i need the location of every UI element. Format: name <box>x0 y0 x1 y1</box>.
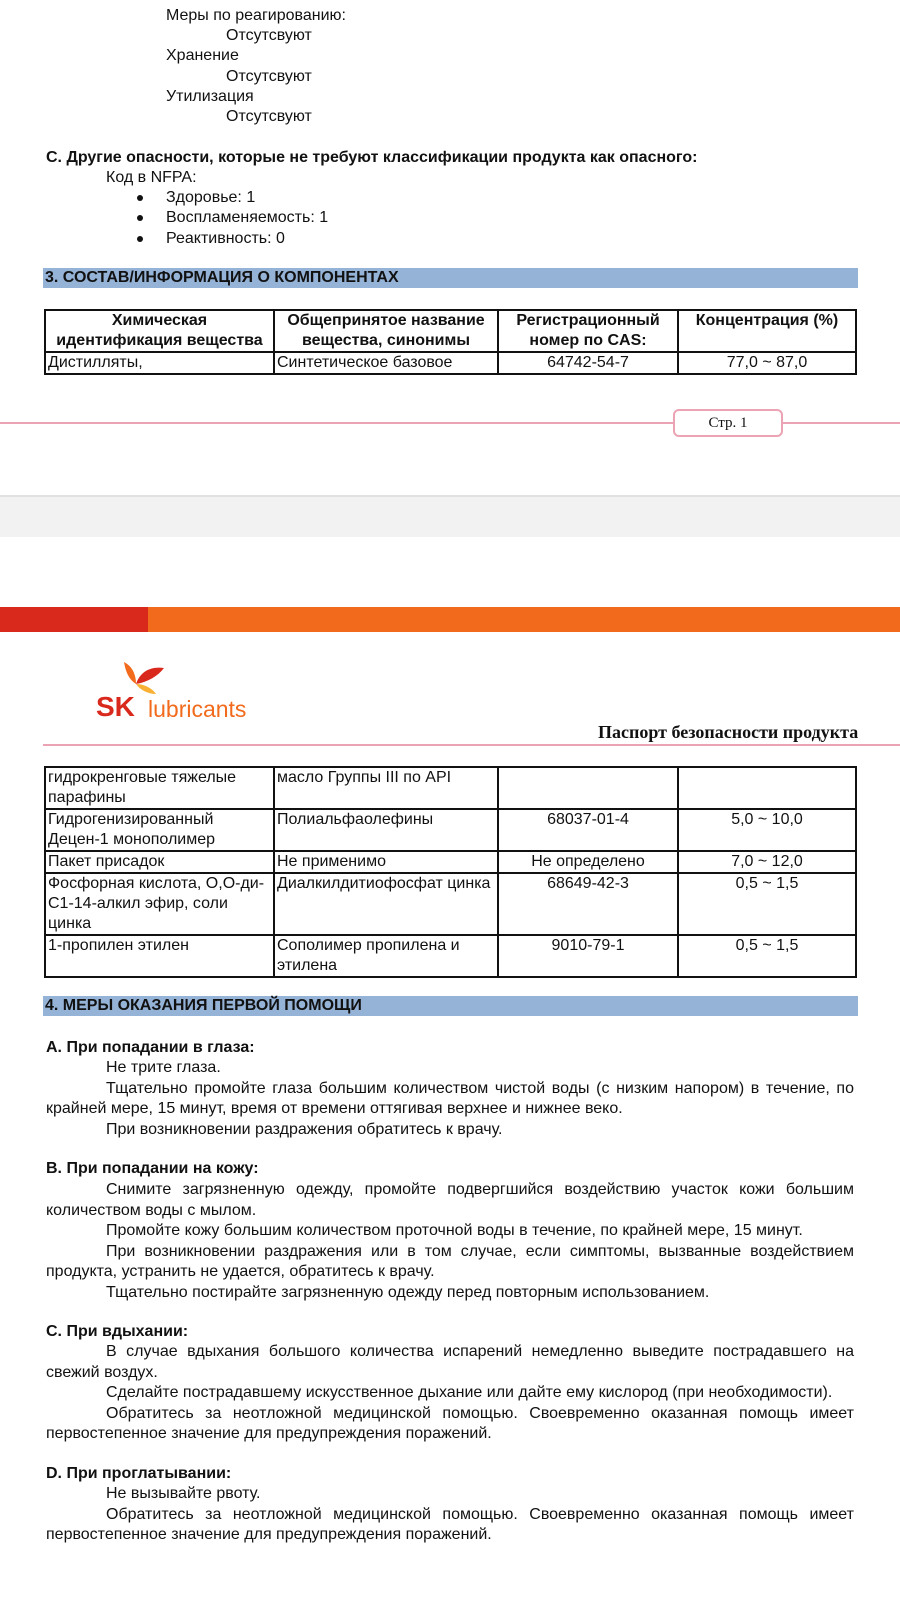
other-hazards-title: C. Другие опасности, которые не требуют классификации продукта как опасного: <box>46 149 698 166</box>
section3-title: 3. СОСТАВ/ИНФОРМАЦИЯ О КОМПОНЕНТАХ <box>43 268 858 288</box>
hazard-heading-storage: Хранение <box>166 47 239 64</box>
hazard-value-storage: Отсутсвуют <box>226 68 312 85</box>
cell-chem: Гидрогенизированный Децен-1 монополимер <box>45 809 274 851</box>
header-divider-line <box>43 744 900 746</box>
header-band-orange <box>148 607 900 632</box>
header-band-red <box>0 607 148 632</box>
sk-lubricants-logo <box>96 660 271 724</box>
table-header-row <box>45 310 856 352</box>
cell-cas: 68649-42-3 <box>498 873 678 935</box>
logo-brand: SK <box>96 691 135 722</box>
first-aid-eyes-title: A. При попадании в глаза: <box>46 1039 255 1056</box>
paragraph: Не трите глаза. <box>106 1059 221 1076</box>
table-row <box>45 851 856 873</box>
document-title: Паспорт безопасности продукта <box>598 722 859 742</box>
cell-conc: 7,0 ~ 12,0 <box>678 851 856 873</box>
bullet-icon <box>137 215 143 221</box>
paragraph: Обратитесь за неотложной медицинской помощью. Своевременно оказанная помощь имеет первостепенное значение для предупреждения поражений. <box>46 1404 854 1442</box>
section4-title: 4. МЕРЫ ОКАЗАНИЯ ПЕРВОЙ ПОМОЩИ <box>43 996 858 1016</box>
paragraph: Тщательно постирайте загрязненную одежду перед повторным использованием. <box>106 1283 710 1301</box>
hazard-heading-disposal: Утилизация <box>166 88 254 105</box>
cell-name: Не применимо <box>274 851 498 873</box>
first-aid-skin-text <box>46 1180 854 1303</box>
composition-table-page1 <box>44 309 857 375</box>
cell-conc: 0,5 ~ 1,5 <box>678 935 856 977</box>
hazard-value-disposal: Отсутсвуют <box>226 108 312 125</box>
header-common-name: Общепринятое название вещества, синонимы <box>274 310 498 352</box>
cell-chem: Фосфорная кислота, О,О-ди-С1-14-алкил эфир, соли цинка <box>45 873 274 935</box>
table-row <box>45 935 856 977</box>
hazard-heading-response: Меры по реагированию: <box>166 7 346 24</box>
page-footer-line <box>0 422 673 424</box>
cell-cas <box>498 767 678 809</box>
cell-conc: 0,5 ~ 1,5 <box>678 873 856 935</box>
paragraph: Обратитесь за неотложной медицинской помощью. Своевременно оказанная помощь имеет первостепенное значение для предупреждения поражений. <box>46 1505 854 1543</box>
header-cas: Регистрационный номер по CAS: <box>498 310 678 352</box>
cell-chem: Дистилляты, <box>45 352 274 374</box>
nfpa-label: Код в NFPA: <box>106 169 197 186</box>
paragraph: Не вызывайте рвоту. <box>106 1485 261 1502</box>
cell-cas: 9010-79-1 <box>498 935 678 977</box>
first-aid-inhalation-title: C. При вдыхании: <box>46 1323 189 1340</box>
cell-chem: гидрокренговые тяжелые парафины <box>45 767 274 809</box>
header-chem-id: Химическая идентификация вещества <box>45 310 274 352</box>
paragraph: При возникновении раздражения или в том случае, если симптомы, вызванные воздействием продукта, устранить не удается, обратитесь к врачу. <box>46 1242 854 1280</box>
cell-name: Синтетическое базовое <box>274 352 498 374</box>
cell-conc: 5,0 ~ 10,0 <box>678 809 856 851</box>
first-aid-eyes-text <box>46 1058 854 1140</box>
cell-cas: Не определено <box>498 851 678 873</box>
cell-name: Сополимер пропилена и этилена <box>274 935 498 977</box>
cell-conc: 77,0 ~ 87,0 <box>678 352 856 374</box>
table-row <box>45 809 856 851</box>
paragraph: Снимите загрязненную одежду, промойте подвергшийся воздействию участок кожи большим количеством воды с мылом. <box>46 1181 854 1219</box>
cell-cas: 64742-54-7 <box>498 352 678 374</box>
composition-table-page2 <box>44 766 857 978</box>
page-number: Стр. 1 <box>673 409 783 437</box>
table-row <box>45 873 856 935</box>
first-aid-skin-title: B. При попадании на кожу: <box>46 1160 259 1177</box>
nfpa-health: Здоровье: 1 <box>166 189 256 206</box>
paragraph: Тщательно промойте глаза большим количеством чистой воды (с низким напором) в течение, по крайней мере, 15 минут, время от времени оттягивая верхнее и нижнее веко. <box>46 1079 854 1117</box>
first-aid-ingestion-title: D. При проглатывании: <box>46 1465 232 1482</box>
page-gap <box>0 497 900 537</box>
nfpa-flammability: Воспламеняемость: 1 <box>166 209 329 226</box>
first-aid-ingestion-text <box>46 1484 854 1546</box>
paragraph: Промойте кожу большим количеством проточной воды в течение, по крайней мере, 15 минут. <box>106 1222 803 1239</box>
cell-chem: Пакет присадок <box>45 851 274 873</box>
cell-name: Полиальфаолефины <box>274 809 498 851</box>
paragraph: При возникновении раздражения обратитесь к врачу. <box>106 1120 503 1138</box>
cell-name: Диалкилдитиофосфат цинка <box>274 873 498 935</box>
header-concentration: Концентрация (%) <box>678 310 856 352</box>
bullet-icon <box>137 195 143 201</box>
cell-name: масло Группы III по API <box>274 767 498 809</box>
cell-chem: 1-пропилен этилен <box>45 935 274 977</box>
logo-product: lubricants <box>148 696 247 722</box>
cell-cas: 68037-01-4 <box>498 809 678 851</box>
bullet-icon <box>137 236 143 242</box>
table-row <box>45 352 856 374</box>
cell-conc <box>678 767 856 809</box>
paragraph: В случае вдыхания большого количества испарений немедленно выведите пострадавшего на свежий воздух. <box>46 1343 854 1381</box>
table-row <box>45 767 856 809</box>
nfpa-reactivity: Реактивность: 0 <box>166 230 285 247</box>
page-footer-line <box>781 422 900 424</box>
first-aid-inhalation-text <box>46 1342 854 1445</box>
paragraph: Сделайте пострадавшему искусственное дыхание или дайте ему кислород (при необходимости). <box>106 1384 833 1401</box>
hazard-value-response: Отсутсвуют <box>226 27 312 44</box>
